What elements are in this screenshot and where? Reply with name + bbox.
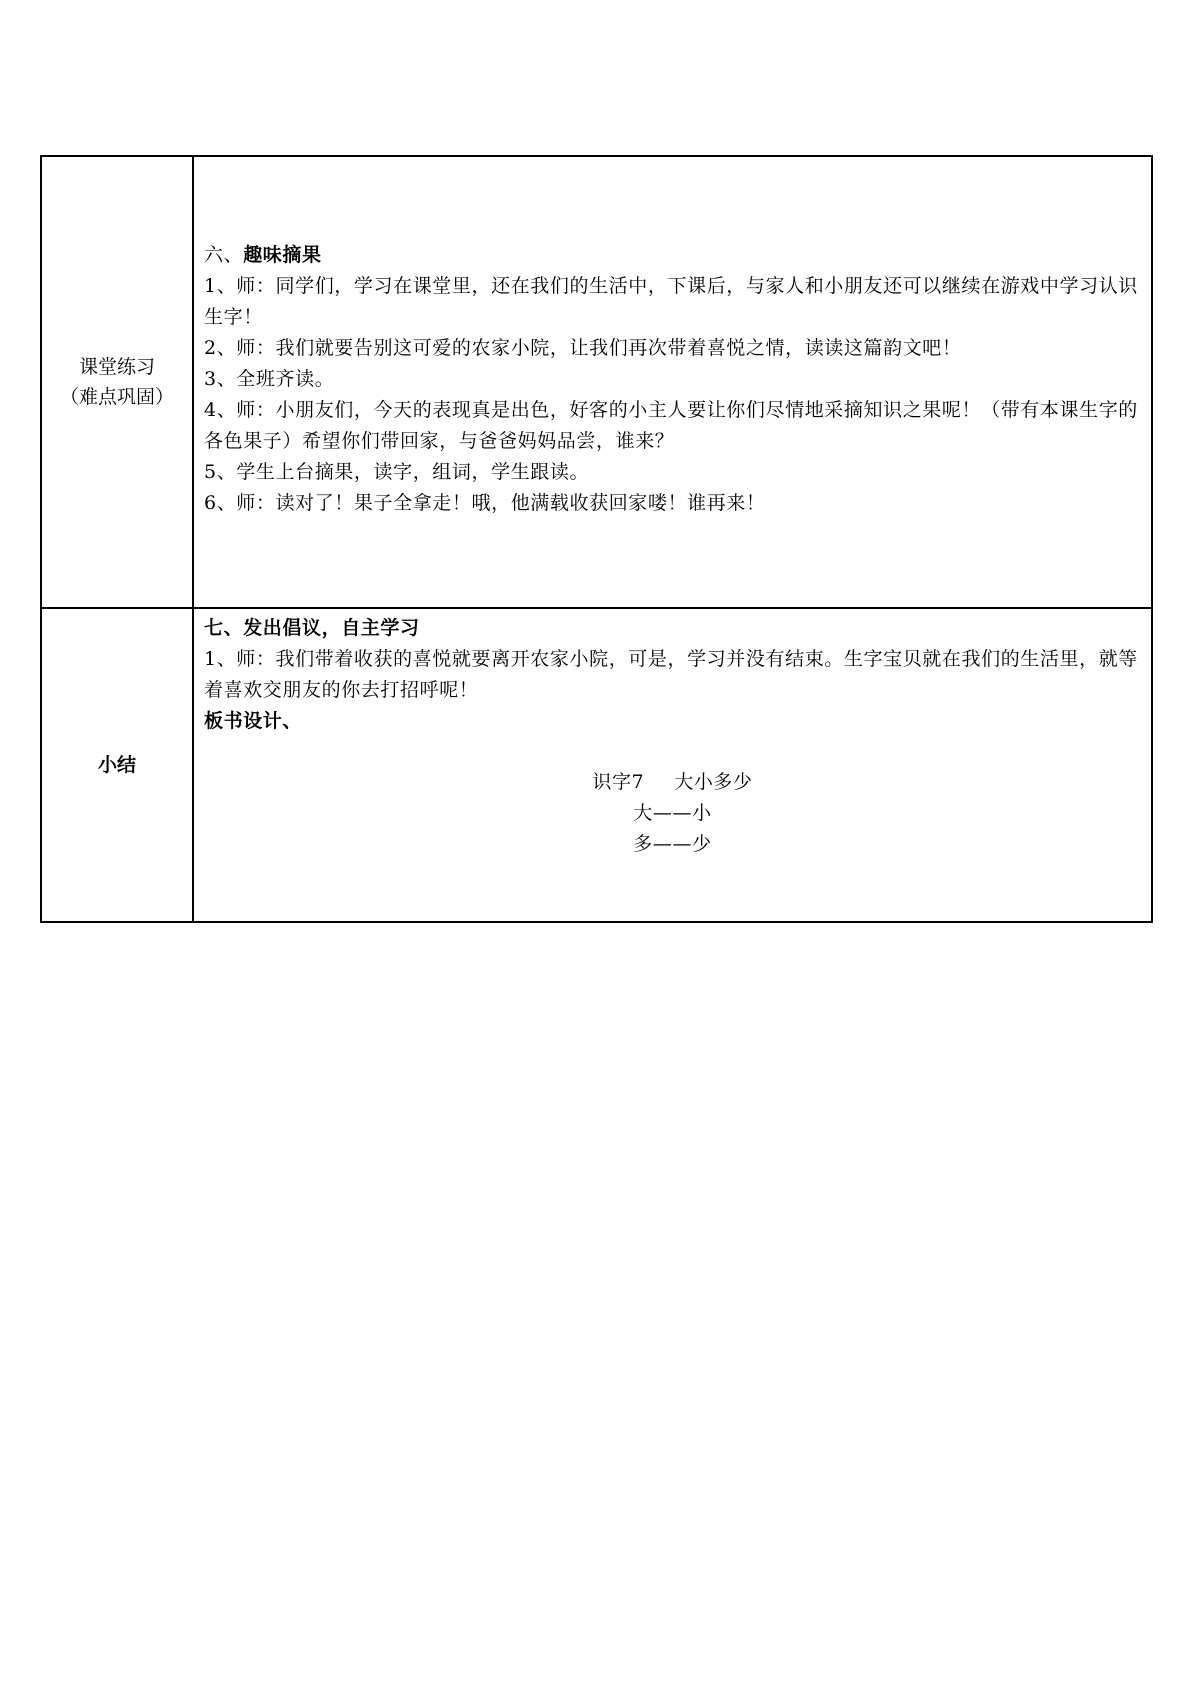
practice-label: 课堂练习: [78, 356, 155, 378]
paragraph: 1、师：我们带着收获的喜悦就要离开农家小院，可是，学习并没有结束。生字宝贝就在我们的生活里，就等着喜欢交朋友的你去打招呼呢！: [204, 648, 1138, 701]
lesson-plan-table: [40, 155, 1153, 923]
board-title: [204, 767, 1141, 798]
section-six-heading: [204, 240, 1141, 271]
practice-content-cell: [193, 156, 1152, 608]
summary-label-cell: [41, 608, 193, 922]
practice-row: [41, 156, 1152, 608]
summary-label: 小结: [97, 754, 136, 776]
summary-row: [41, 608, 1152, 922]
practice-label-cell: [41, 156, 193, 608]
board-pair: 多——少: [633, 833, 712, 855]
board-design: [204, 767, 1141, 860]
paragraph: 1、师：同学们，学习在课堂里，还在我们的生活中，下课后，与家人和小朋友还可以继续在游戏中学习认识生字！: [204, 275, 1138, 328]
paragraph: 3、全班齐读。: [204, 368, 335, 390]
summary-content-cell: [193, 608, 1152, 922]
section-six-title: 趣味摘果: [243, 244, 322, 266]
paragraph: 2、师：我们就要告别这可爱的农家小院，让我们再次带着喜悦之情，读读这篇韵文吧！: [204, 337, 962, 359]
paragraph: 4、师：小朋友们，今天的表现真是出色，好客的小主人要让你们尽情地采摘知识之果呢！（带有本课生字的各色果子）希望你们带回家，与爸爸妈妈品尝，谁来？: [204, 399, 1138, 452]
paragraph: 5、学生上台摘果，读字，组词，学生跟读。: [204, 461, 590, 483]
section-seven-heading: 七、发出倡议，自主学习: [204, 617, 420, 639]
board-title-right: 大小多少: [674, 771, 753, 793]
paragraph: 6、师：读对了！果子全拿走！哦，他满载收获回家喽！谁再来！: [204, 492, 766, 514]
practice-sublabel: （难点巩固）: [59, 386, 174, 408]
section-six-number: 六、: [204, 244, 244, 266]
board-pair: 大——小: [633, 802, 712, 824]
board-title-left: 识字7: [592, 771, 645, 793]
board-design-heading: 板书设计、: [204, 710, 303, 732]
